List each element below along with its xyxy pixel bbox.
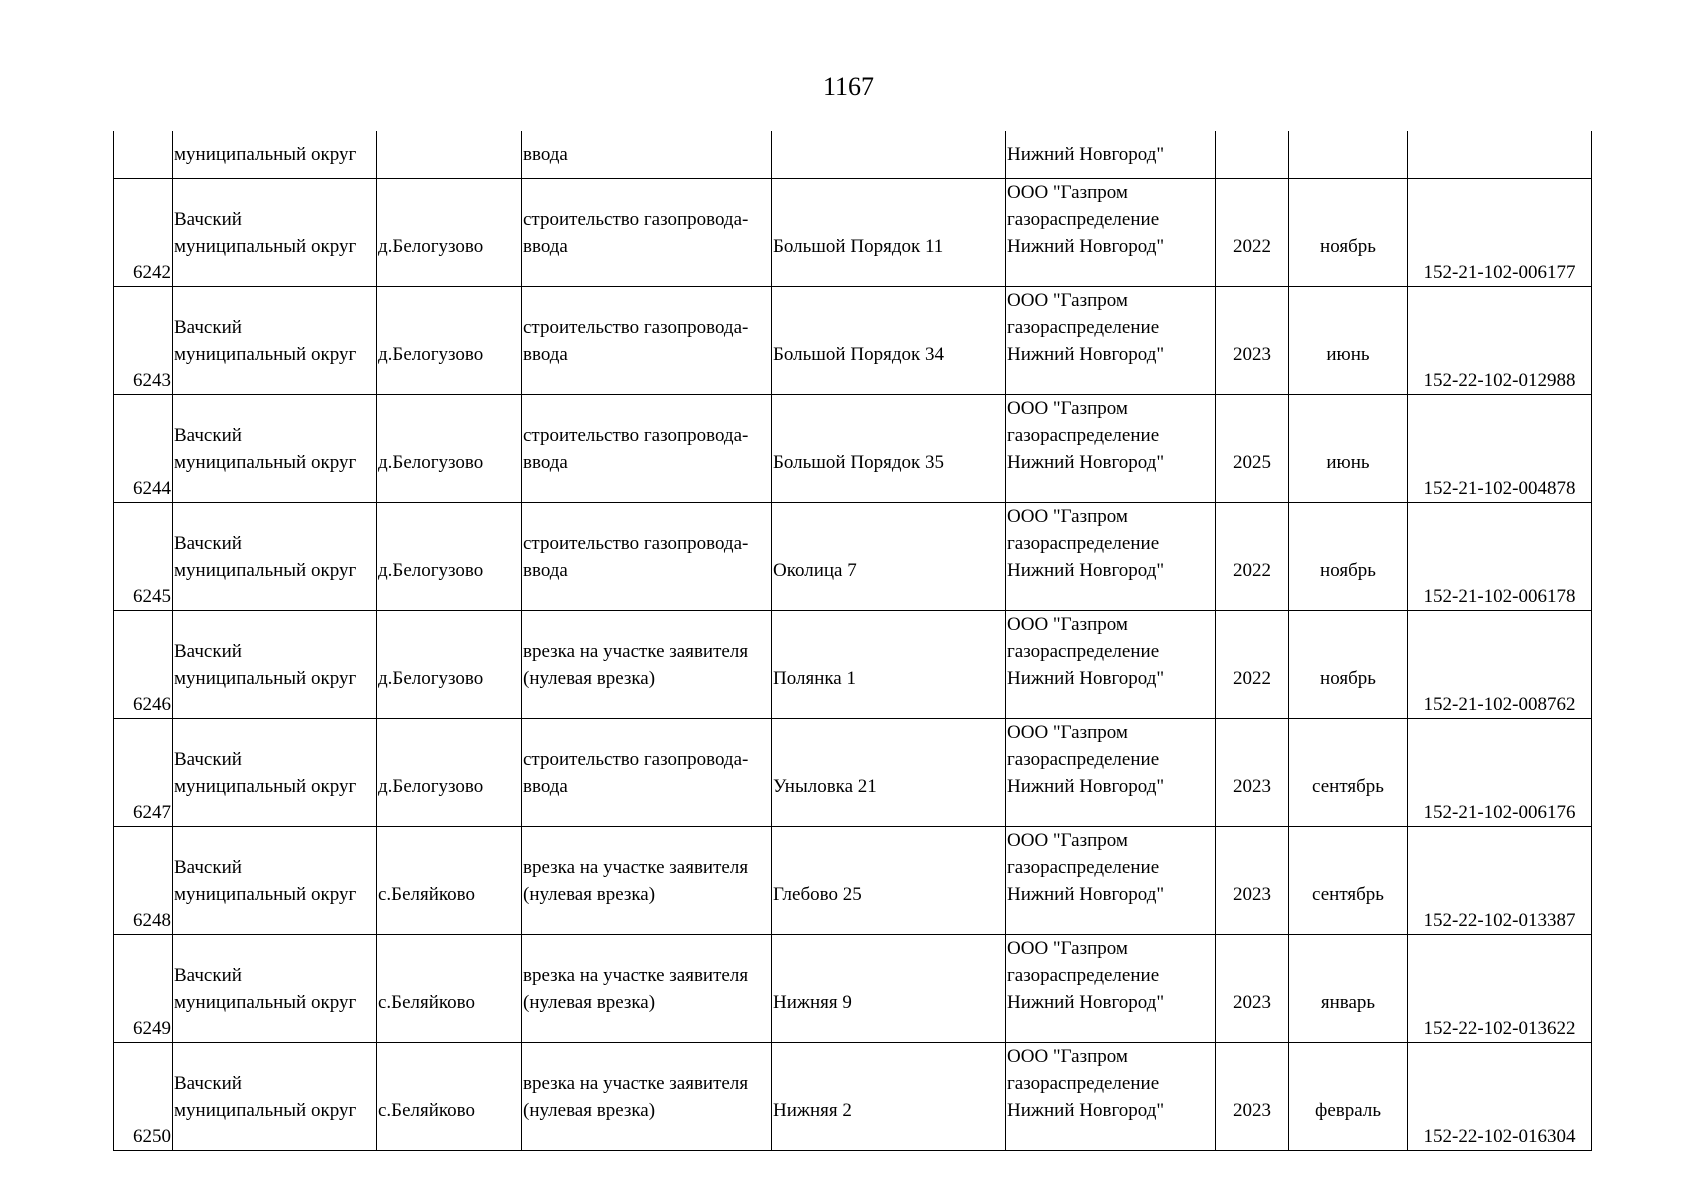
year-text: 2023 — [1233, 344, 1271, 365]
org-line-2: газораспределение — [1007, 317, 1160, 338]
cell-district — [173, 827, 377, 935]
code-text: 152-21-102-006178 — [1423, 586, 1576, 607]
work-line-1: строительство газопровода- — [523, 317, 749, 338]
org-line-3: Нижний Новгород" — [1007, 236, 1165, 257]
work-line-1: строительство газопровода- — [523, 209, 749, 230]
cell-org — [1006, 935, 1216, 1043]
row-number: 6245 — [133, 586, 171, 607]
cell-num — [114, 503, 173, 611]
year-text: 2025 — [1233, 452, 1271, 473]
org-line-1: ООО "Газпром — [1007, 830, 1128, 851]
row-number: 6249 — [133, 1018, 171, 1039]
cell-settlement — [377, 287, 522, 395]
cell-year — [1216, 719, 1289, 827]
cell-num — [114, 1043, 173, 1151]
cell-org — [1006, 503, 1216, 611]
table-row — [114, 827, 1592, 935]
cell-num — [114, 611, 173, 719]
org-line-2: газораспределение — [1007, 641, 1160, 662]
work-line-1: строительство газопровода- — [523, 533, 749, 554]
code-text: 152-21-102-006176 — [1423, 802, 1576, 823]
org-line-3: Нижний Новгород" — [1007, 560, 1165, 581]
cell-settlement — [377, 827, 522, 935]
table-row — [114, 503, 1592, 611]
org-line-2: газораспределение — [1007, 965, 1160, 986]
settlement-name: д.Белогузово — [378, 668, 484, 689]
work-line-1: врезка на участке заявителя — [523, 641, 749, 662]
cell-org: Нижний Новгород" — [1006, 131, 1216, 179]
cell-work — [522, 611, 772, 719]
cell-address — [772, 935, 1006, 1043]
settlement-name: д.Белогузово — [378, 452, 484, 473]
cell-address — [772, 179, 1006, 287]
cell-settlement — [377, 131, 522, 179]
work-line-2: (нулевая врезка) — [523, 1100, 656, 1121]
cell-settlement — [377, 1043, 522, 1151]
month-text: сентябрь — [1312, 776, 1384, 797]
cell-district — [173, 179, 377, 287]
org-line-1: ООО "Газпром — [1007, 290, 1128, 311]
cell-org — [1006, 1043, 1216, 1151]
cell-settlement — [377, 935, 522, 1043]
address-text: Околица 7 — [773, 560, 857, 581]
cell-year — [1216, 827, 1289, 935]
table-row — [114, 287, 1592, 395]
cell-address — [772, 395, 1006, 503]
org-line-1: ООО "Газпром — [1007, 1046, 1128, 1067]
cell-work — [522, 719, 772, 827]
code-text: 152-22-102-013622 — [1423, 1018, 1576, 1039]
cell-district: муниципальный округ — [173, 131, 377, 179]
work-line-2: (нулевая врезка) — [523, 884, 656, 905]
table-row-continued — [114, 131, 1592, 179]
settlement-name: д.Белогузово — [378, 344, 484, 365]
district-type: муниципальный округ — [174, 776, 357, 797]
cell-code — [1408, 503, 1592, 611]
cell-address — [772, 719, 1006, 827]
year-text: 2022 — [1233, 668, 1271, 689]
work-line-2: ввода — [523, 236, 568, 257]
cell-code — [1408, 287, 1592, 395]
address-text: Нижняя 2 — [773, 1100, 852, 1121]
month-text: ноябрь — [1320, 560, 1376, 581]
settlement-name: д.Белогузово — [378, 560, 484, 581]
cell-org — [1006, 611, 1216, 719]
cell-district — [173, 935, 377, 1043]
cell-org — [1006, 287, 1216, 395]
month-text: январь — [1320, 992, 1376, 1013]
cell-month — [1289, 131, 1408, 179]
table-row — [114, 1043, 1592, 1151]
district-name: Вачский — [174, 1073, 242, 1094]
org-line-2: газораспределение — [1007, 857, 1160, 878]
cell-year — [1216, 611, 1289, 719]
settlement-name: д.Белогузово — [378, 776, 484, 797]
row-number: 6242 — [133, 262, 171, 283]
address-text: Нижняя 9 — [773, 992, 852, 1013]
cell-month — [1289, 395, 1408, 503]
settlement-name: с.Беляйково — [378, 884, 476, 905]
work-line-1: строительство газопровода- — [523, 749, 749, 770]
cell-district — [173, 611, 377, 719]
page-number: 1167 — [822, 72, 875, 101]
cell-year — [1216, 179, 1289, 287]
cell-code — [1408, 611, 1592, 719]
table-row — [114, 719, 1592, 827]
year-text: 2022 — [1233, 236, 1271, 257]
month-text: февраль — [1315, 1100, 1381, 1121]
district-type: муниципальный округ — [174, 884, 357, 905]
org-line-3: Нижний Новгород" — [1007, 1100, 1165, 1121]
year-text: 2023 — [1233, 992, 1271, 1013]
address-text: Большой Порядок 34 — [773, 344, 944, 365]
table-row — [114, 179, 1592, 287]
cell-code — [1408, 131, 1592, 179]
cell-org — [1006, 395, 1216, 503]
org-line-2: газораспределение — [1007, 209, 1160, 230]
district-name: Вачский — [174, 533, 242, 554]
cell-address — [772, 611, 1006, 719]
address-text: Большой Порядок 35 — [773, 452, 944, 473]
cell-work — [522, 935, 772, 1043]
cell-work — [522, 503, 772, 611]
district-name: Вачский — [174, 857, 242, 878]
cell-work — [522, 395, 772, 503]
work-line-2: ввода — [523, 344, 568, 365]
table-row — [114, 395, 1592, 503]
district-name: Вачский — [174, 425, 242, 446]
org-line-1: ООО "Газпром — [1007, 938, 1128, 959]
cell-district — [173, 1043, 377, 1151]
cell-year — [1216, 131, 1289, 179]
org-line-2: газораспределение — [1007, 533, 1160, 554]
address-text: Глебово 25 — [773, 884, 862, 905]
district-type: муниципальный округ — [174, 992, 357, 1013]
cell-month — [1289, 827, 1408, 935]
work-line-1: строительство газопровода- — [523, 425, 749, 446]
cell-district — [173, 719, 377, 827]
code-text: 152-21-102-006177 — [1423, 262, 1576, 283]
district-name: Вачский — [174, 641, 242, 662]
table-body — [114, 131, 1592, 1151]
org-line-3: Нижний Новгород" — [1007, 884, 1165, 905]
district-type: муниципальный округ — [174, 668, 357, 689]
month-text: ноябрь — [1320, 236, 1376, 257]
work-line-2: ввода — [523, 560, 568, 581]
year-text: 2023 — [1233, 1100, 1271, 1121]
cell-district — [173, 287, 377, 395]
code-text: 152-22-102-012988 — [1423, 370, 1576, 391]
cell-work — [522, 179, 772, 287]
cell-num — [114, 935, 173, 1043]
district-type: муниципальный округ — [174, 452, 357, 473]
address-text: Большой Порядок 11 — [773, 236, 944, 257]
month-text: июнь — [1326, 344, 1370, 365]
work-line-1: врезка на участке заявителя — [523, 1073, 749, 1094]
cell-org — [1006, 827, 1216, 935]
cell-settlement — [377, 503, 522, 611]
org-line-2: газораспределение — [1007, 749, 1160, 770]
cell-code — [1408, 935, 1592, 1043]
cell-work — [522, 827, 772, 935]
org-line-1: ООО "Газпром — [1007, 398, 1128, 419]
row-number: 6244 — [133, 478, 171, 499]
cell-settlement — [377, 719, 522, 827]
row-number: 6243 — [133, 370, 171, 391]
org-line-3: Нижний Новгород" — [1007, 344, 1165, 365]
cell-year — [1216, 1043, 1289, 1151]
org-line-1: ООО "Газпром — [1007, 722, 1128, 743]
org-line-1: ООО "Газпром — [1007, 506, 1128, 527]
cell-month — [1289, 935, 1408, 1043]
settlement-name: с.Беляйково — [378, 1100, 476, 1121]
cell-num — [114, 395, 173, 503]
cell-address — [772, 827, 1006, 935]
district-name: Вачский — [174, 965, 242, 986]
code-text: 152-21-102-004878 — [1423, 478, 1576, 499]
district-type: муниципальный округ — [174, 236, 357, 257]
cell-num — [114, 719, 173, 827]
org-line-1: ООО "Газпром — [1007, 182, 1128, 203]
cell-code — [1408, 1043, 1592, 1151]
work-line-1: врезка на участке заявителя — [523, 965, 749, 986]
month-text: ноябрь — [1320, 668, 1376, 689]
address-text: Уныловка 21 — [773, 776, 877, 797]
cell-month — [1289, 287, 1408, 395]
registry-table — [113, 131, 1592, 1151]
org-line-3: Нижний Новгород" — [1007, 776, 1165, 797]
year-text: 2023 — [1233, 776, 1271, 797]
work-line-2: (нулевая врезка) — [523, 668, 656, 689]
cell-month — [1289, 1043, 1408, 1151]
org-line-3: Нижний Новгород" — [1007, 668, 1165, 689]
cell-year — [1216, 935, 1289, 1043]
cell-district — [173, 395, 377, 503]
cell-settlement — [377, 179, 522, 287]
row-number: 6250 — [133, 1126, 171, 1147]
org-line-2: газораспределение — [1007, 1073, 1160, 1094]
work-line-2: ввода — [523, 452, 568, 473]
cell-month — [1289, 503, 1408, 611]
cell-num — [114, 179, 173, 287]
cell-year — [1216, 395, 1289, 503]
cell-address — [772, 503, 1006, 611]
cell-month — [1289, 719, 1408, 827]
cell-org — [1006, 719, 1216, 827]
code-text: 152-21-102-008762 — [1423, 694, 1576, 715]
cell-code — [1408, 179, 1592, 287]
district-type: муниципальный округ — [174, 560, 357, 581]
address-text: Полянка 1 — [773, 668, 856, 689]
year-text: 2023 — [1233, 884, 1271, 905]
cell-work — [522, 287, 772, 395]
code-text: 152-22-102-016304 — [1423, 1126, 1576, 1147]
cell-num — [114, 827, 173, 935]
cell-code — [1408, 827, 1592, 935]
district-name: Вачский — [174, 317, 242, 338]
cell-address — [772, 1043, 1006, 1151]
cell-month — [1289, 179, 1408, 287]
district-type: муниципальный округ — [174, 1100, 357, 1121]
cell-code — [1408, 395, 1592, 503]
cell-code — [1408, 719, 1592, 827]
cell-month — [1289, 611, 1408, 719]
cell-year — [1216, 287, 1289, 395]
code-text: 152-22-102-013387 — [1423, 910, 1576, 931]
table-row — [114, 935, 1592, 1043]
org-line-3: Нижний Новгород" — [1007, 992, 1165, 1013]
cell-district — [173, 503, 377, 611]
district-name: Вачский — [174, 749, 242, 770]
district-name: Вачский — [174, 209, 242, 230]
year-text: 2022 — [1233, 560, 1271, 581]
cell-num — [114, 287, 173, 395]
row-number: 6248 — [133, 910, 171, 931]
cell-year — [1216, 503, 1289, 611]
cell-settlement — [377, 611, 522, 719]
work-line-1: врезка на участке заявителя — [523, 857, 749, 878]
work-line-2: (нулевая врезка) — [523, 992, 656, 1013]
cell-work — [522, 1043, 772, 1151]
month-text: сентябрь — [1312, 884, 1384, 905]
cell-address — [772, 131, 1006, 179]
cell-address — [772, 287, 1006, 395]
settlement-name: с.Беляйково — [378, 992, 476, 1013]
row-number: 6246 — [133, 694, 171, 715]
cell-settlement — [377, 395, 522, 503]
cell-work: ввода — [522, 131, 772, 179]
table-row — [114, 611, 1592, 719]
row-number: 6247 — [133, 802, 171, 823]
cell-num — [114, 131, 173, 179]
cell-org — [1006, 179, 1216, 287]
work-line-2: ввода — [523, 776, 568, 797]
org-line-3: Нижний Новгород" — [1007, 452, 1165, 473]
settlement-name: д.Белогузово — [378, 236, 484, 257]
org-line-1: ООО "Газпром — [1007, 614, 1128, 635]
district-type: муниципальный округ — [174, 344, 357, 365]
month-text: июнь — [1326, 452, 1370, 473]
org-line-2: газораспределение — [1007, 425, 1160, 446]
